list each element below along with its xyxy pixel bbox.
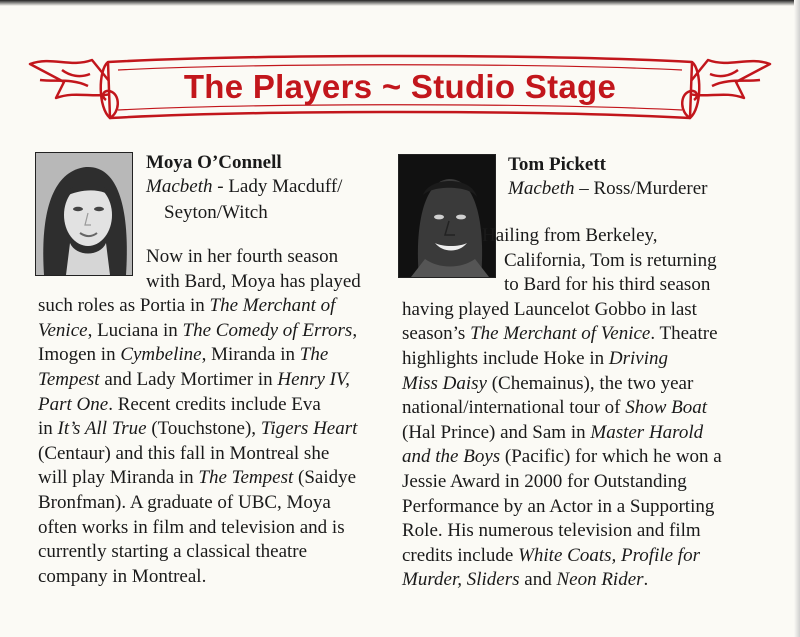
bio-text: Now in her fourth season [146, 246, 339, 267]
player-bio [38, 245, 361, 589]
italic-title: The Merchant of [209, 295, 336, 317]
role-line: Lady Macduff/ [228, 176, 343, 197]
bio-text: and [519, 569, 557, 591]
italic-title: Neon Rider [556, 569, 644, 591]
bio-text: (Hal Prince) and Sam in [402, 421, 591, 443]
bio-line [38, 442, 361, 467]
bio-line [402, 224, 722, 249]
bio-line [402, 347, 722, 372]
bio-text: Imogen in [38, 344, 121, 366]
bio-line [402, 273, 722, 298]
player-bio [402, 224, 722, 593]
page-binding-edge [794, 0, 800, 637]
bio-text: (Pacific) for which he won a [500, 446, 722, 468]
bio-line [38, 466, 361, 491]
bio-text: Role. His numerous television and film [402, 520, 701, 542]
bio-line [402, 445, 722, 470]
bio-text: often works in film and television and is [38, 516, 345, 538]
bio-text: Jessie Award in 2000 for Outstanding [402, 470, 687, 492]
bio-text: and Lady Mortimer in [99, 368, 278, 390]
italic-title: Show Boat [625, 397, 707, 419]
role-separator: - [212, 176, 229, 197]
bio-line [402, 470, 722, 495]
italic-title: Henry IV, [277, 368, 350, 390]
bio-line [38, 270, 361, 295]
italic-title: Venice [38, 319, 88, 341]
role-line: Seyton/Witch [164, 202, 268, 223]
bio-line [402, 396, 722, 421]
italic-title: It’s All True [57, 418, 147, 440]
bio-text: having played Launcelot Gobbo in last [402, 298, 697, 320]
role-line: Ross/Murderer [593, 178, 708, 199]
bio-line [38, 319, 361, 344]
bio-text: highlights include Hoke in [402, 347, 609, 369]
italic-title: Part One [38, 393, 109, 415]
bio-text: . [643, 569, 649, 591]
italic-title: Murder, Sliders [402, 569, 520, 591]
italic-title: Miss Daisy [402, 372, 487, 394]
bio-line [402, 298, 722, 323]
bio-text: . Theatre [650, 323, 718, 345]
bio-text: , Luciana in [87, 319, 183, 341]
bio-line [38, 516, 361, 541]
bio-text: in [38, 418, 58, 440]
italic-title: Cymbeline [120, 344, 202, 366]
bio-text: (Saidye [293, 467, 357, 489]
role-show: Macbeth [508, 178, 575, 199]
bio-text: . Recent credits include Eva [108, 393, 321, 415]
bio-line [38, 540, 361, 565]
bio-line [38, 491, 361, 516]
bio-text: Performance by an Actor in a Supporting [402, 495, 715, 517]
bio-line [38, 294, 361, 319]
bio-text: national/international tour of [402, 397, 626, 419]
bio-line [38, 343, 361, 368]
bio-text: Hailing from Berkeley, [482, 225, 658, 246]
bio-line [402, 544, 722, 569]
bio-line [402, 322, 722, 347]
bio-line [402, 519, 722, 544]
italic-title: White Coats, Profile for [518, 544, 700, 566]
page-title: The Players ~ Studio Stage [183, 68, 617, 105]
bio-line [402, 372, 722, 397]
bio-text: California, Tom is returning [504, 249, 717, 271]
italic-title: The [299, 344, 329, 366]
italic-title: and the Boys [402, 446, 501, 468]
bio-text: (Chemainus), the two year [486, 372, 694, 394]
bio-line [402, 495, 722, 520]
bio-text: currently starting a classical theatre [38, 541, 308, 563]
italic-title: Tigers Heart [260, 418, 358, 440]
bio-line [38, 368, 361, 393]
bio-text: season’s [402, 323, 471, 345]
bio-line [402, 568, 722, 593]
italic-title: Tempest [38, 368, 100, 390]
player-name: Moya O’Connell [146, 152, 282, 173]
bio-line [38, 417, 361, 442]
role-separator: – [574, 178, 594, 199]
player-role [146, 174, 342, 226]
player-name: Tom Pickett [508, 154, 606, 175]
italic-title: The Comedy of Errors [182, 319, 353, 341]
bio-text: (Centaur) and this fall in Montreal she [38, 442, 330, 464]
bio-text: (Touchstone), [146, 418, 261, 440]
italic-title: The Merchant of Venice [470, 323, 651, 345]
bio-text: company in Montreal. [38, 565, 207, 587]
role-show: Macbeth [146, 176, 213, 197]
player-role [508, 176, 707, 202]
bio-text: to Bard for his third season [504, 274, 711, 296]
bio-line [38, 565, 361, 590]
bio-line [402, 421, 722, 446]
bio-text: such roles as Portia in [38, 295, 210, 317]
bio-text: credits include [402, 544, 519, 566]
bio-text: Bronfman). A graduate of UBC, Moya [38, 491, 331, 513]
bio-text: , Miranda in [201, 344, 300, 366]
bio-text: , [352, 319, 358, 341]
bio-text: with Bard, Moya has played [146, 270, 361, 292]
bio-line [38, 393, 361, 418]
italic-title: The Tempest [198, 467, 294, 489]
italic-title: Driving [608, 347, 668, 369]
bio-line [402, 249, 722, 274]
bio-text: will play Miranda in [38, 467, 199, 489]
italic-title: Master Harold [590, 421, 704, 443]
bio-line [38, 245, 361, 270]
